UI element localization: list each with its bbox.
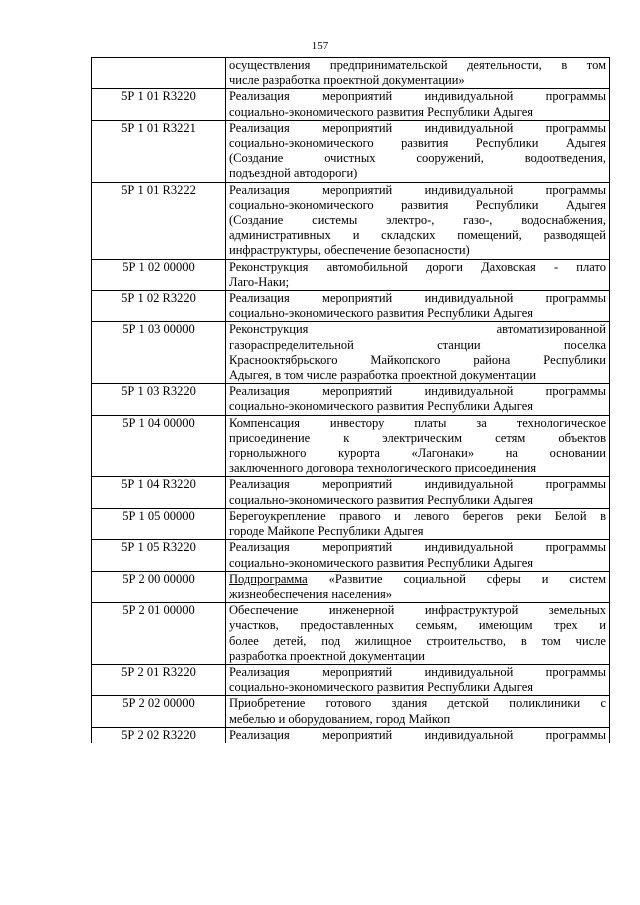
description-line: социально-экономического развития Республики Адыгея xyxy=(229,492,534,507)
row-code: 5Р 2 00 00000 xyxy=(92,571,226,602)
row-description xyxy=(226,508,610,539)
description-line: Реконструкция автомобильной дороги Даховская - плато xyxy=(229,259,606,274)
description-line: подъездной автодороги) xyxy=(229,166,358,181)
row-code: 5Р 1 05 00000 xyxy=(92,508,226,539)
description-line: Лаго-Наки; xyxy=(229,274,290,289)
description-line: заключенного договора технологического присоединения xyxy=(229,461,537,476)
row-description xyxy=(226,322,610,384)
description-line: числе разработка проектной документации» xyxy=(229,73,465,88)
page-number: 157 xyxy=(311,40,329,52)
description-line xyxy=(229,572,606,587)
table-row xyxy=(92,384,610,415)
table-row xyxy=(92,415,610,477)
description-line: осуществления предпринимательской деятельности, в том xyxy=(229,58,606,72)
row-description xyxy=(226,291,610,322)
row-description xyxy=(226,58,610,89)
row-description xyxy=(226,120,610,182)
description-line: участков, предоставленных семьям, имеющим трех и xyxy=(229,618,606,633)
description-line: Адыгея, в том числе разработка проектной документации xyxy=(229,368,537,383)
description-line: социально-экономического развития Республики Адыгея xyxy=(229,680,534,695)
description-text: «Развитие социальной сферы и систем xyxy=(328,571,606,586)
row-code: 5Р 1 01 R3222 xyxy=(92,182,226,259)
description-line: мебелью и оборудованием, город Майкоп xyxy=(229,711,451,726)
row-code: 5Р 1 01 R3220 xyxy=(92,89,226,120)
row-code: 5Р 2 02 R3220 xyxy=(92,727,226,743)
row-code: 5Р 1 04 00000 xyxy=(92,415,226,477)
row-description xyxy=(226,603,610,665)
row-description xyxy=(226,477,610,508)
description-line: городе Майкопе Республики Адыгея xyxy=(229,524,424,539)
row-code: 5Р 2 02 00000 xyxy=(92,696,226,727)
row-code: 5Р 2 01 R3220 xyxy=(92,664,226,695)
table-row xyxy=(92,603,610,665)
description-line: (Создание очистных сооружений, водоотведения, xyxy=(229,151,606,166)
table-row xyxy=(92,664,610,695)
description-line: Реализация мероприятий индивидуальной программы xyxy=(229,182,606,197)
description-line: Реализация мероприятий индивидуальной программы xyxy=(229,540,606,555)
description-line: Реализация мероприятий индивидуальной программы xyxy=(229,727,606,742)
table-row xyxy=(92,182,610,259)
table-row xyxy=(92,58,610,89)
description-line: социально-экономического развития Республики Адыгея xyxy=(229,104,534,119)
table-row xyxy=(92,322,610,384)
description-line: более детей, под жилищное строительство, в том числе xyxy=(229,633,606,648)
table-row xyxy=(92,259,610,290)
description-line: жизнеобеспечения населения» xyxy=(229,586,393,601)
row-description xyxy=(226,89,610,120)
description-line: газораспределительной станции поселка xyxy=(229,337,606,352)
description-line: социально-экономического развития Республики Адыгея xyxy=(229,306,534,321)
budget-codes-table xyxy=(91,57,610,743)
description-line: горнолыжного курорта «Лагонаки» на основании xyxy=(229,446,606,461)
row-description xyxy=(226,384,610,415)
row-code: 5Р 2 01 00000 xyxy=(92,603,226,665)
description-line: Обеспечение инженерной инфраструктурой земельных xyxy=(229,603,606,618)
subprogram-label: Подпрограмма xyxy=(229,571,308,586)
description-line: Реализация мероприятий индивидуальной программы xyxy=(229,477,606,492)
row-description xyxy=(226,259,610,290)
row-description xyxy=(226,727,610,743)
row-code: 5Р 1 04 R3220 xyxy=(92,477,226,508)
description-line: административных и складских помещений, разводящей xyxy=(229,228,606,243)
description-line: Реализация мероприятий индивидуальной программы xyxy=(229,120,606,135)
description-line: разработка проектной документации xyxy=(229,648,425,663)
row-code: 5Р 1 02 00000 xyxy=(92,259,226,290)
description-line: социально-экономического развития Республики Адыгея xyxy=(229,136,606,151)
table-row xyxy=(92,89,610,120)
description-line: Реализация мероприятий индивидуальной программы xyxy=(229,664,606,679)
table-row xyxy=(92,291,610,322)
description-line: Приобретение готового здания детской поликлиники с xyxy=(229,696,606,711)
description-line: Компенсация инвестору платы за технологическое xyxy=(229,415,606,430)
table-row xyxy=(92,696,610,727)
row-code: 5Р 1 03 R3220 xyxy=(92,384,226,415)
description-line: присоединение к электрическим сетям объектов xyxy=(229,430,606,445)
row-description xyxy=(226,664,610,695)
table-row xyxy=(92,120,610,182)
description-line: Реализация мероприятий индивидуальной программы xyxy=(229,89,606,104)
description-line: Реконструкция автоматизированной xyxy=(229,322,606,337)
row-description xyxy=(226,415,610,477)
description-line: социально-экономического развития Республики Адыгея xyxy=(229,555,534,570)
row-code: 5Р 1 03 00000 xyxy=(92,322,226,384)
row-code: 5Р 1 02 R3220 xyxy=(92,291,226,322)
row-description xyxy=(226,182,610,259)
row-code xyxy=(92,58,226,89)
description-line: (Создание системы электро-, газо-, водоснабжения, xyxy=(229,213,606,228)
row-code: 5Р 1 01 R3221 xyxy=(92,120,226,182)
description-line: Реализация мероприятий индивидуальной программы xyxy=(229,291,606,306)
table-row xyxy=(92,508,610,539)
table-row xyxy=(92,571,610,602)
row-description xyxy=(226,540,610,571)
row-description xyxy=(226,571,610,602)
description-line: Краснооктябрьского Майкопского района Республики xyxy=(229,352,606,367)
description-line: Реализация мероприятий индивидуальной программы xyxy=(229,384,606,399)
table-row xyxy=(92,727,610,743)
row-code: 5Р 1 05 R3220 xyxy=(92,540,226,571)
description-line: социально-экономического развития Республики Адыгея xyxy=(229,399,534,414)
table-row xyxy=(92,477,610,508)
description-line: социально-экономического развития Республики Адыгея xyxy=(229,197,606,212)
table-row xyxy=(92,540,610,571)
description-line: инфраструктуры, обеспечение безопасности) xyxy=(229,243,470,258)
row-description xyxy=(226,696,610,727)
description-line: Берегоукрепление правого и левого берегов реки Белой в xyxy=(229,508,606,523)
